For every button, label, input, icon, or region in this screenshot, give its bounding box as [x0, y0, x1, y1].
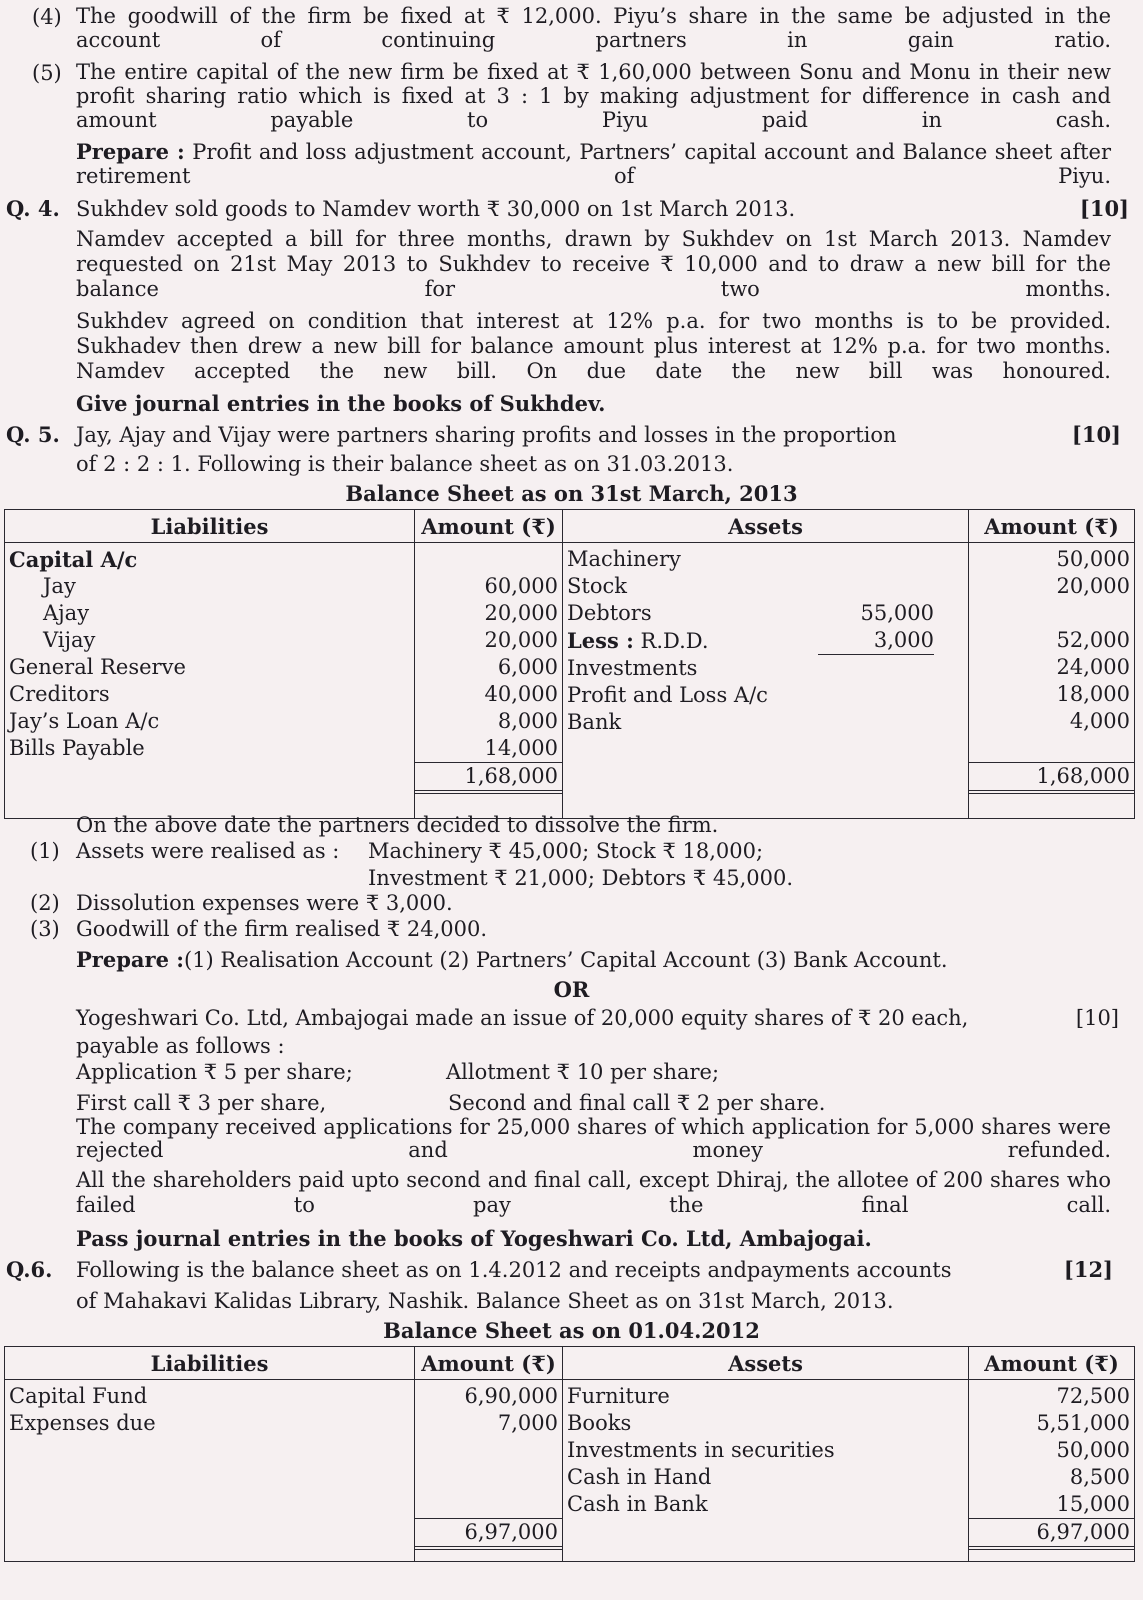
liability-amount [419, 546, 558, 573]
col-header-amount: Amount (₹) [969, 510, 1135, 543]
question-line: of Mahakavi Kalidas Library, Nashik. Balance Sheet as on 31st March, 2013. [76, 1289, 894, 1313]
marks-badge: [10] [1071, 422, 1121, 447]
liability-amount: 20,000 [484, 601, 558, 625]
liabilities-total: 6,97,000 [415, 1518, 562, 1550]
col-header-amount: Amount (₹) [969, 1347, 1135, 1380]
question-label: Q.6. [6, 1257, 53, 1282]
liability-amount: 40,000 [484, 682, 558, 706]
question-line: Yogeshwari Co. Ltd, Ambajogai made an issue of 20,000 equity shares of ₹ 20 each, [76, 1006, 969, 1030]
question-label: Q. 4. [6, 196, 60, 221]
liability-label: Creditors [9, 682, 110, 706]
table-body [5, 543, 1135, 819]
table-header-row [5, 1347, 1135, 1380]
asset-label: Investments [567, 656, 698, 680]
asset-label: Bank [567, 710, 622, 734]
col-header-amount: Amount (₹) [415, 510, 563, 543]
asset-row [567, 600, 964, 627]
asset-amount: 20,000 [1056, 574, 1130, 598]
item-detail: Investment ₹ 21,000; Debtors ₹ 45,000. [368, 866, 794, 890]
liability-amount: 7,000 [497, 1411, 558, 1435]
table-header-row [5, 510, 1135, 543]
question-line: of 2 : 2 : 1. Following is their balance sheet as on 31.03.2013. [76, 452, 734, 476]
asset-label: Profit and Loss A/c [567, 683, 768, 707]
question-label: Q. 5. [6, 422, 60, 447]
liability-label: Capital A/c [9, 547, 138, 572]
asset-amount [973, 600, 1130, 627]
asset-label: Furniture [567, 1384, 670, 1408]
liability-amount: 6,000 [497, 655, 558, 679]
asset-label: Cash in Hand [567, 1465, 712, 1489]
asset-amount: 4,000 [1069, 709, 1130, 733]
liability-label: General Reserve [9, 655, 186, 679]
col-header-assets: Assets [563, 1347, 969, 1380]
prepare-label: Prepare : [76, 139, 185, 164]
asset-amount: 50,000 [1056, 547, 1130, 571]
asset-amount-cell [969, 543, 1135, 819]
balance-sheet-table [4, 509, 1135, 819]
liabilities-cell [5, 543, 415, 819]
asset-amount: 50,000 [1056, 1438, 1130, 1462]
question-line: Following is the balance sheet as on 1.4.2012 and receipts andpayments accounts [76, 1258, 952, 1282]
bs-title: Balance Sheet as on 31st March, 2013 [345, 481, 798, 506]
balance-sheet-table [4, 1346, 1135, 1562]
prepare-text: (1) Realisation Account (2) Partners’ Capital Account (3) Bank Account. [184, 948, 948, 972]
assets-total: 6,97,000 [969, 1519, 1134, 1550]
liability-label: Capital Fund [9, 1384, 148, 1408]
asset-label: R.D.D. [633, 629, 709, 653]
liabilities-total: 1,68,000 [415, 762, 562, 794]
liability-label: Jay [43, 574, 76, 598]
term-first-call: First call ₹ 3 per share, [76, 1091, 327, 1115]
item-number: (2) [30, 891, 60, 915]
asset-row [567, 709, 964, 736]
asset-label: Cash in Bank [567, 1492, 708, 1516]
liability-amount-cell [415, 543, 563, 819]
liability-amount-cell [415, 1380, 563, 1562]
liability-label: Vijay [43, 628, 96, 652]
item-text: Dissolution expenses were ₹ 3,000. [76, 891, 453, 915]
term-application: Application ₹ 5 per share; [76, 1060, 353, 1084]
asset-subamount: 55,000 [860, 601, 934, 625]
asset-row [567, 573, 964, 600]
asset-amount: 15,000 [969, 1491, 1134, 1519]
asset-amount: 72,500 [1056, 1384, 1130, 1408]
item-text: Goodwill of the firm realised ₹ 24,000. [76, 917, 488, 941]
liabilities-cell [5, 1380, 415, 1562]
prepare-line [76, 947, 948, 973]
col-header-liabilities: Liabilities [5, 1347, 415, 1380]
bs-title: Balance Sheet as on 01.04.2012 [383, 1318, 760, 1343]
item-number: (1) [30, 839, 60, 863]
asset-label: Machinery [567, 547, 681, 571]
col-header-liabilities: Liabilities [5, 510, 415, 543]
less-label: Less : [567, 628, 634, 653]
question-line: Jay, Ajay and Vijay were partners sharing profits and losses in the proportion [76, 423, 897, 447]
question-line: Sukhdev sold goods to Namdev worth ₹ 30,000 on 1st March 2013. [76, 197, 796, 221]
prepare-text: Profit and loss adjustment account, Partners’ capital account and Balance sheet after retirement of Piyu. [76, 140, 1111, 188]
term-allotment: Allotment ₹ 10 per share; [446, 1060, 720, 1084]
asset-row [567, 655, 964, 682]
asset-amount: 5,51,000 [1036, 1411, 1130, 1435]
item-number: (3) [30, 917, 60, 941]
col-header-amount: Amount (₹) [415, 1347, 563, 1380]
asset-amount: 52,000 [1056, 628, 1130, 652]
liability-amount: 20,000 [484, 628, 558, 652]
marks-badge: [10] [1075, 1006, 1119, 1030]
asset-row [567, 682, 964, 709]
paragraph: Namdev accepted a bill for three months, drawn by Sukhdev on 1st March 2013. Namdev requested on 21st May 2013 to Sukhdev to receive ₹ 10,000 and to draw a new bill for the balance for two months. [76, 227, 1111, 301]
col-header-assets: Assets [563, 510, 969, 543]
liability-label: Jay’s Loan A/c [9, 709, 160, 733]
asset-subamount: 3,000 [818, 627, 934, 655]
asset-label: Stock [567, 574, 627, 598]
prepare-paragraph [76, 140, 1111, 188]
assets-cell [563, 1380, 969, 1562]
point-number: (5) [32, 61, 62, 85]
instruction: Give journal entries in the books of Sukhdev. [76, 391, 606, 416]
paragraph: All the shareholders paid upto second and final call, except Dhiraj, the allotee of 200 shares who failed to pay the final call. [76, 1168, 1111, 1217]
liability-label: Expenses due [9, 1411, 156, 1435]
assets-total: 1,68,000 [969, 762, 1134, 794]
assets-cell [563, 543, 969, 819]
paragraph: On the above date the partners decided to dissolve the firm. [76, 813, 719, 837]
liability-amount: 60,000 [484, 574, 558, 598]
instruction: Pass journal entries in the books of Yogeshwari Co. Ltd, Ambajogai. [76, 1226, 872, 1251]
item-text: Assets were realised as : [76, 839, 340, 863]
item-detail: Machinery ₹ 45,000; Stock ₹ 18,000; [368, 839, 764, 863]
asset-label: Investments in securities [567, 1438, 835, 1462]
paragraph: The company received applications for 25,000 shares of which application for 5,000 shares were rejected and money refunded. [76, 1115, 1111, 1162]
prepare-label: Prepare : [76, 947, 184, 972]
point-number: (4) [32, 5, 62, 29]
liability-amount: 8,000 [497, 709, 558, 733]
asset-row [567, 627, 964, 655]
marks-badge: [12] [1063, 1257, 1113, 1282]
asset-label: Books [567, 1411, 632, 1435]
asset-amount: 18,000 [1056, 682, 1130, 706]
paragraph: Sukhdev agreed on condition that interest at 12% p.a. for two months is to be provided. Sukhadev then drew a new bill for balance amount plus interest at 12% p.a. for two months. Namdev accepted the new bill. On due date the new bill was honoured. [76, 309, 1111, 383]
term-final-call: Second and final call ₹ 2 per share. [448, 1091, 826, 1115]
liability-amount: 6,90,000 [464, 1384, 558, 1408]
liability-label: Bills Payable [9, 736, 145, 760]
asset-row [567, 546, 964, 573]
asset-label: Debtors [567, 601, 652, 625]
asset-amount-cell [969, 1380, 1135, 1562]
asset-amount: 24,000 [1056, 655, 1130, 679]
point-text: The goodwill of the firm be fixed at ₹ 12,000. Piyu’s share in the same be adjusted in the account of continuing partners in gain ratio. [76, 4, 1111, 52]
table-body [5, 1380, 1135, 1562]
liability-amount: 14,000 [484, 736, 558, 760]
marks-badge: [10] [1079, 196, 1129, 221]
asset-amount: 8,500 [1069, 1465, 1130, 1489]
question-line: payable as follows : [76, 1034, 285, 1058]
point-text: The entire capital of the new firm be fixed at ₹ 1,60,000 between Sonu and Monu in their new profit sharing ratio which is fixed at 3 : 1 by making adjustment for difference in cash and amount payable to Piyu paid in cash. [76, 60, 1111, 132]
or-divider: OR [553, 977, 590, 1002]
liability-label: Ajay [43, 601, 90, 625]
